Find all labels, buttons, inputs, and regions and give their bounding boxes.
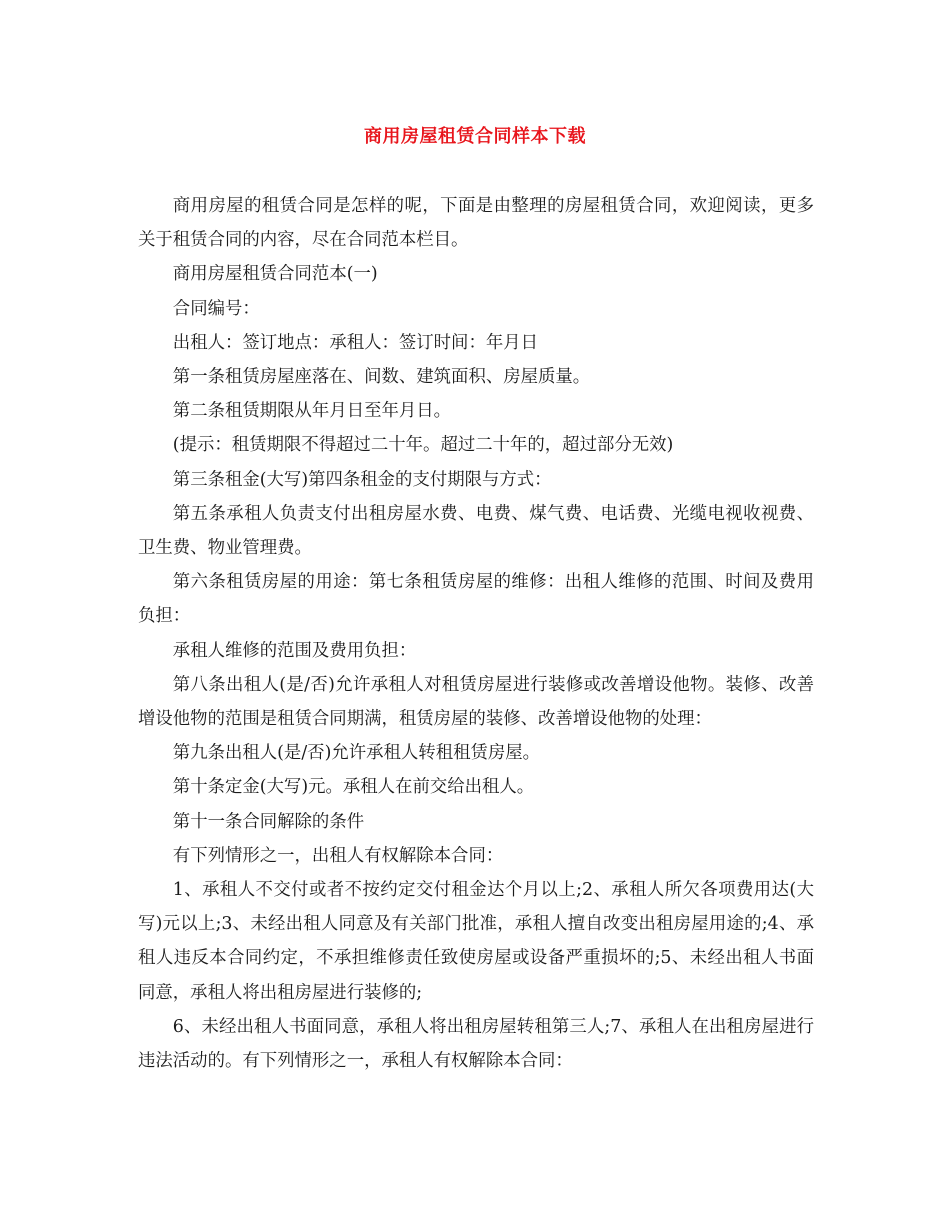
document-title: 商用房屋租赁合同样本下载 [364,126,586,147]
paragraph-conditions-1-5: 1、承租人不交付或者不按约定交付租金达个月以上;2、承租人所欠各项费用达(大写)元以上;3、未经出租人同意及有关部门批准，承租人擅自改变出租房屋用途的;4、承租人违反本合同约定，不承担维修责任致使房屋或设备严重损坏的;5、未经出租人书面同意，承租人将出租房屋进行装修的; [138,880,814,1003]
paragraph-article-6-7: 第六条租赁房屋的用途：第七条租赁房屋的维修：出租人维修的范围、时间及费用负担： [138,572,814,627]
paragraph-article-3-4: 第三条租金(大写)第四条租金的支付期限与方式： [172,469,552,490]
paragraph-lessee-repair: 承租人维修的范围及费用负担： [172,640,417,661]
paragraph-intro: 商用房屋的租赁合同是怎样的呢，下面是由整理的房屋租赁合同，欢迎阅读，更多关于租赁合同的内容，尽在合同范本栏目。 [138,196,814,251]
paragraph-template-heading: 商用房屋租赁合同范本(一) [172,264,378,285]
paragraph-article-9: 第九条出租人(是/否)允许承租人转租租赁房屋。 [172,743,541,764]
paragraph-article-8: 第八条出租人(是/否)允许承租人对租赁房屋进行装修或改善增设他物。装修、改善增设他物的范围是租赁合同期满，租赁房屋的装修、改善增设他物的处理： [138,674,814,730]
paragraph-tip: (提示：租赁期限不得超过二十年。超过二十年的，超过部分无效) [172,435,674,456]
paragraph-lessor-termination: 有下列情形之一，出租人有权解除本合同： [172,845,504,866]
paragraph-article-2: 第二条租赁期限从年月日至年月日。 [172,401,452,422]
paragraph-article-11: 第十一条合同解除的条件 [172,811,365,832]
paragraph-contract-number: 合同编号： [172,298,260,319]
paragraph-article-1: 第一条租赁房屋座落在、间数、建筑面积、房屋质量。 [172,367,591,388]
paragraph-article-10: 第十条定金(大写)元。承租人在前交给出租人。 [172,777,535,798]
paragraph-conditions-6-7: 6、未经出租人书面同意，承租人将出租房屋转租第三人;7、承租人在出租房屋进行违法活动的。有下列情形之一，承租人有权解除本合同： [138,1016,814,1072]
paragraph-parties: 出租人：签订地点：承租人：签订时间：年月日 [172,332,539,353]
paragraph-article-5: 第五条承租人负责支付出租房屋水费、电费、煤气费、电话费、光缆电视收视费、卫生费、物业管理费。 [138,503,814,559]
document-body [138,189,814,1078]
